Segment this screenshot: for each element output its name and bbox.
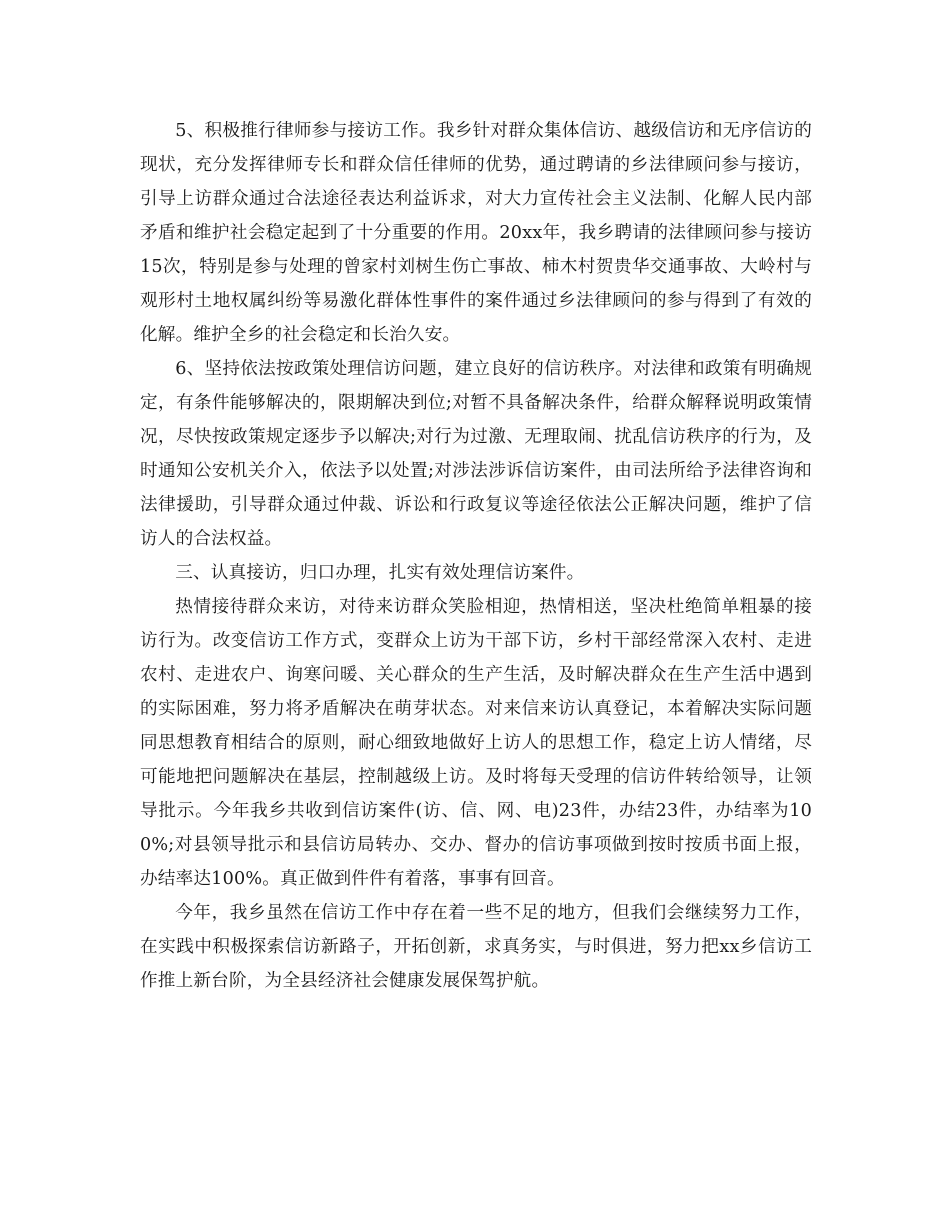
paragraph-reception-details: 热情接待群众来访，对待来访群众笑脸相迎，热情相送，坚决杜绝简单粗暴的接访行为。改变信访工作方式，变群众上访为干部下访，乡村干部经常深入农村、走进农村、走进农户、询寒问暖、关心群众的生产生活，及时解决群众在生产生活中遇到的实际困难，努力将矛盾解决在萌芽状态。对来信来访认真登记，本着解决实际问题同思想教育相结合的原则，耐心细致地做好上访人的思想工作，稳定上访人情绪，尽可能地把问题解决在基层，控制越级上访。及时将每天受理的信访件转给领导，让领导批示。今年我乡共收到信访案件(访、信、网、电)23件，办结23件，办结率为100%;对县领导批示和县信访局转办、交办、督办的信访事项做到按时按质书面上报，办结率达100%。真正做到件件有着落，事事有回音。 [140,597,812,889]
section-heading-reception: 三、认真接访，归口办理，扎实有效处理信访案件。 [175,563,585,583]
paragraph-conclusion: 今年，我乡虽然在信访工作中存在着一些不足的地方，但我们会继续努力工作，在实践中积极探索信访新路子，开拓创新，求真务实，与时俱进，努力把xx乡信访工作推上新台阶，为全县经济社会健康发展保驾护航。 [140,903,812,991]
document-body [140,114,812,998]
paragraph-lawyer-participation: 5、积极推行律师参与接访工作。我乡针对群众集体信访、越级信访和无序信访的现状，充分发挥律师专长和群众信任律师的优势，通过聘请的乡法律顾问参与接访，引导上访群众通过合法途径表达利益诉求，对大力宣传社会主义法制、化解人民内部矛盾和维护社会稳定起到了十分重要的作用。20xx年，我乡聘请的法律顾问参与接访15次，特别是参与处理的曾家村刘树生伤亡事故、柿木村贺贵华交通事故、大岭村与观形村土地权属纠纷等易激化群体性事件的案件通过乡法律顾问的参与得到了有效的化解。维护全乡的社会稳定和长治久安。 [140,121,812,345]
paragraph-lawful-handling: 6、坚持依法按政策处理信访问题，建立良好的信访秩序。对法律和政策有明确规定，有条件能够解决的，限期解决到位;对暂不具备解决条件，给群众解释说明政策情况，尽快按政策规定逐步予以解决;对行为过激、无理取闹、扰乱信访秩序的行为，及时通知公安机关介入，依法予以处置;对涉法涉诉信访案件，由司法所给予法律咨询和法律援助，引导群众通过仲裁、诉讼和行政复议等途径依法公正解决问题，维护了信访人的合法权益。 [140,359,812,549]
